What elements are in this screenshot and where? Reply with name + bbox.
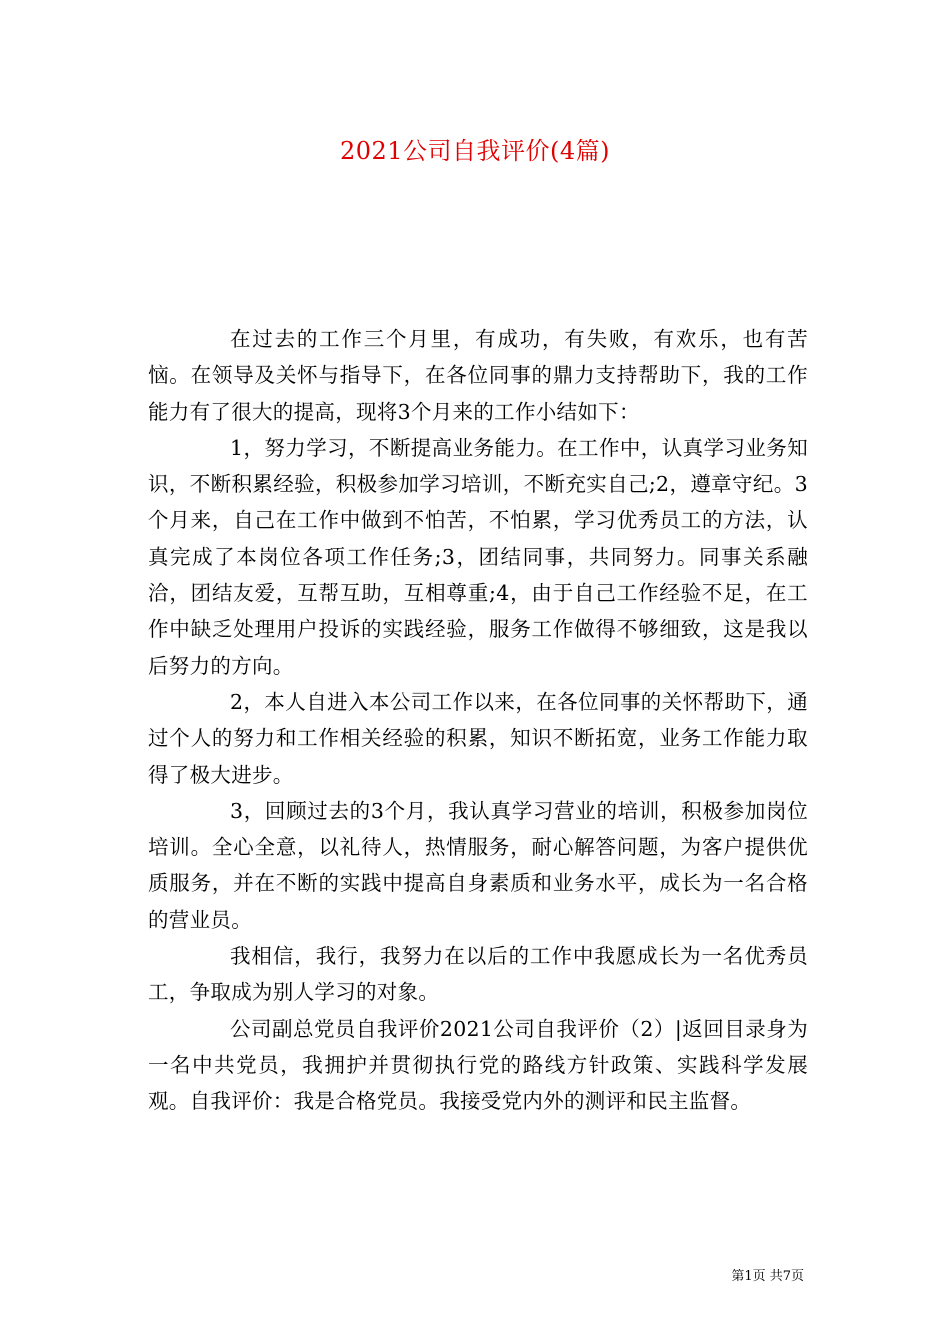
- document-body: [148, 321, 808, 1120]
- paragraph-conclusion: 我相信，我行，我努力在以后的工作中我愿成长为一名优秀员工，争取成为别人学习的对象。: [148, 944, 808, 1005]
- paragraph-point-1: 1，努力学习，不断提高业务能力。在工作中，认真学习业务知识，不断积累经验，积极参加学习培训，不断充实自己;2，遵章守纪。3个月来，自己在工作中做到不怕苦，不怕累，学习优秀员工的方法，认真完成了本岗位各项工作任务;3，团结同事，共同努力。同事关系融洽，团结友爱，互帮互助，互相尊重;4，由于自己工作经验不足，在工作中缺乏处理用户投诉的实践经验，服务工作做得不够细致，这是我以后努力的方向。: [148, 435, 808, 678]
- paragraph-point-3: 3，回顾过去的3个月，我认真学习营业的培训，积极参加岗位培训。全心全意，以礼待人，热情服务，耐心解答问题，为客户提供优质服务，并在不断的实践中提高自身素质和业务水平，成长为一名合格的营业员。: [148, 798, 808, 932]
- page-number-footer: 第1页 共7页: [731, 1269, 804, 1284]
- document-title: 2021公司自我评价(4篇): [339, 137, 611, 165]
- paragraph-section-2: 公司副总党员自我评价2021公司自我评价（2）|返回目录身为一名中共党员，我拥护并贯彻执行党的路线方针政策、实践科学发展观。自我评价：我是合格党员。我接受党内外的测评和民主监督。: [148, 1016, 808, 1114]
- paragraph-point-2: 2，本人自进入本公司工作以来，在各位同事的关怀帮助下，通过个人的努力和工作相关经验的积累，知识不断拓宽，业务工作能力取得了极大进步。: [148, 689, 808, 787]
- paragraph-intro: 在过去的工作三个月里，有成功，有失败，有欢乐，也有苦恼。在领导及关怀与指导下，在各位同事的鼎力支持帮助下，我的工作能力有了很大的提高，现将3个月来的工作小结如下：: [148, 327, 808, 424]
